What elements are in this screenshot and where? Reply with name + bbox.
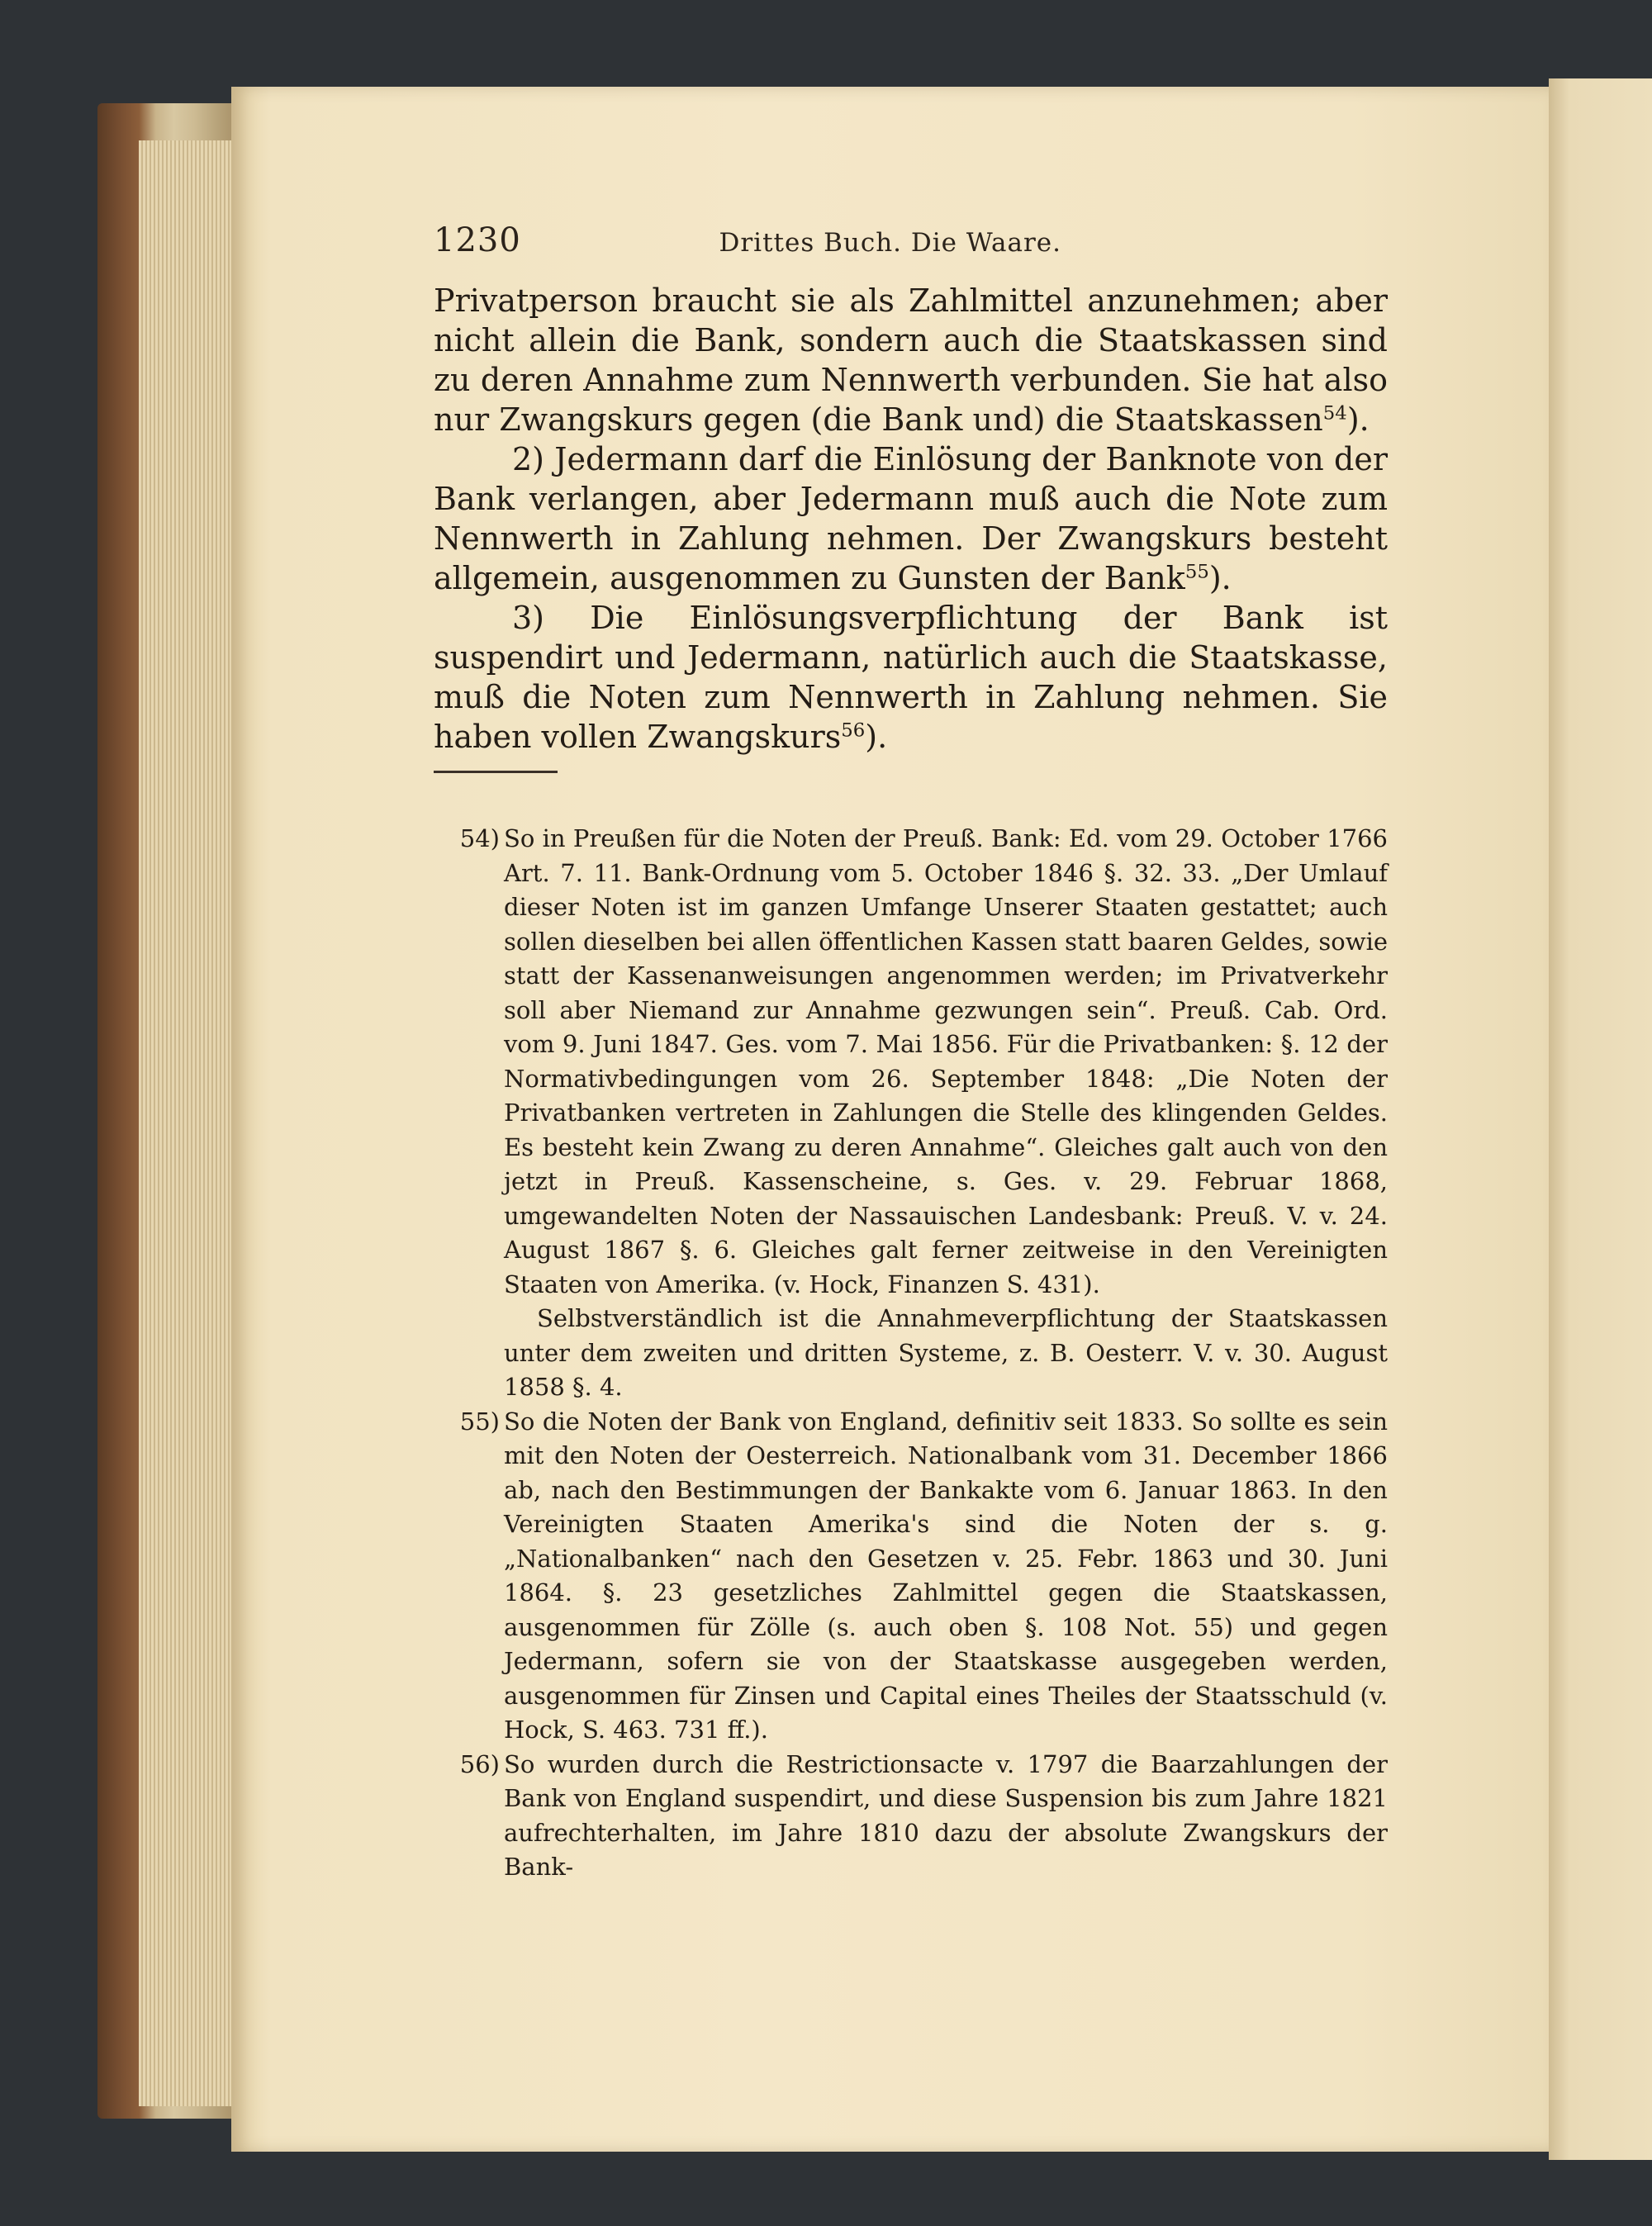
footnote-ref-55: 55 [1184,561,1209,583]
page-number: 1230 [434,221,521,259]
paragraph-1-end: ). [1346,401,1370,438]
footnote-text: So wurden durch die Restrictionsacte v. 1797 die Baarzahlungen der Bank von England suspendirt, und diese Suspension bis zum Jahre 1821 aufrechterhalten, im Jahre 1810 dazu der absolute Zwangskurs der Bank- [504,1749,1388,1881]
footnote-number: 56) [459,1749,500,1778]
paragraph-1 [434,281,1388,439]
page-header [434,221,1388,271]
footnotes [434,822,1388,1885]
footnote-ref-56: 56 [841,719,866,742]
page-stack-edge [139,140,238,2106]
footnote-54-continuation: Selbstverständlich ist die Annahmeverpflichtung der Staatskassen unter dem zweiten und dritten Systeme, z. B. Oesterr. V. v. 30. August 1858 §. 4. [504,1304,1388,1401]
facing-page-edge [1549,78,1652,2160]
paragraph-3 [434,598,1388,757]
footnote-55 [434,1405,1388,1748]
paragraph-2-text: 2) Jedermann darf die Einlösung der Banknote von der Bank verlangen, aber Jedermann muß auch die Note zum Nennwerth in Zahlung nehmen. Der Zwangskurs besteht allgemein, ausgenommen zu Gunsten der Bank [434,441,1388,596]
footnote-text: So in Preußen für die Noten der Preuß. Bank: Ed. vom 29. October 1766 Art. 7. 11. Bank-Ordnung vom 5. October 1846 §. 32. 33. „Der Umlauf dieser Noten ist im ganzen Umfange Unserer Staaten gestattet; auch sollen dieselben bei allen öffentlichen Kassen statt baaren Geldes, sowie statt der Kassenanweisungen angenommen werden; im Privatverkehr soll aber Niemand zur Annahme gezwungen sein“. Preuß. Cab. Ord. vom 9. Juni 1847. Ges. vom 7. Mai 1856. Für die Privatbanken: §. 12 der Normativbedingungen vom 26. September 1848: „Die Noten der Privatbanken vertreten in Zahlungen die Stelle des klingenden Geldes. Es besteht kein Zwang zu deren Annahme“. Gleiches galt auch von den jetzt in Preuß. Kassenscheine, s. Ges. v. 29. Februar 1868, umgewandelten Noten der Nassauischen Landesbank: Preuß. V. v. 24. August 1867 §. 6. Gleiches galt ferner zeitweise in den Vereinigten Staaten von Amerika. (v. Hock, Finanzen S. 431). [504,824,1388,1298]
paragraph-3-text: 3) Die Einlösungsverpflichtung der Bank ist suspendirt und Jedermann, natürlich auch die Staatskasse, muß die Noten zum Nennwerth in Zahlung nehmen. Sie haben vollen Zwangskurs [434,600,1388,755]
footnote-ref-54: 54 [1322,402,1347,425]
running-title: Drittes Buch. Die Waare. [719,228,1061,258]
paragraph-2 [434,439,1388,598]
main-text [434,281,1388,757]
footnote-number: 55) [459,1407,500,1436]
footnote-54 [434,822,1388,1302]
footnote-56 [434,1748,1388,1885]
footnote-separator [434,771,558,773]
paragraph-2-end: ). [1208,560,1232,596]
paragraph-1-text: Privatperson braucht sie als Zahlmittel anzunehmen; aber nicht allein die Bank, sondern auch die Staatskassen sind zu deren Annahme zum Nennwerth verbunden. Sie hat also nur Zwangskurs gegen (die Bank und) die Staatskassen [434,282,1388,438]
footnote-text: So die Noten der Bank von England, definitiv seit 1833. So sollte es sein mit den Noten der Oesterreich. Nationalbank vom 31. December 1866 ab, nach den Bestimmungen der Bankakte vom 6. Januar 1863. In den Vereinigten Staaten Amerika's sind die Noten der s. g. „Nationalbanken“ nach den Gesetzen v. 25. Febr. 1863 und 30. Juni 1864. §. 23 gesetzliches Zahlmittel gegen die Staatskassen, ausgenommen für Zölle (s. auch oben §. 108 Not. 55) und gegen Jedermann, sofern sie von der Staatskasse ausgegeben werden, ausgenommen für Zinsen und Capital eines Theiles der Staatsschuld (v. Hock, S. 463. 731 ff.). [504,1407,1388,1744]
paragraph-3-end: ). [865,719,888,755]
footnote-number: 54) [459,824,500,852]
